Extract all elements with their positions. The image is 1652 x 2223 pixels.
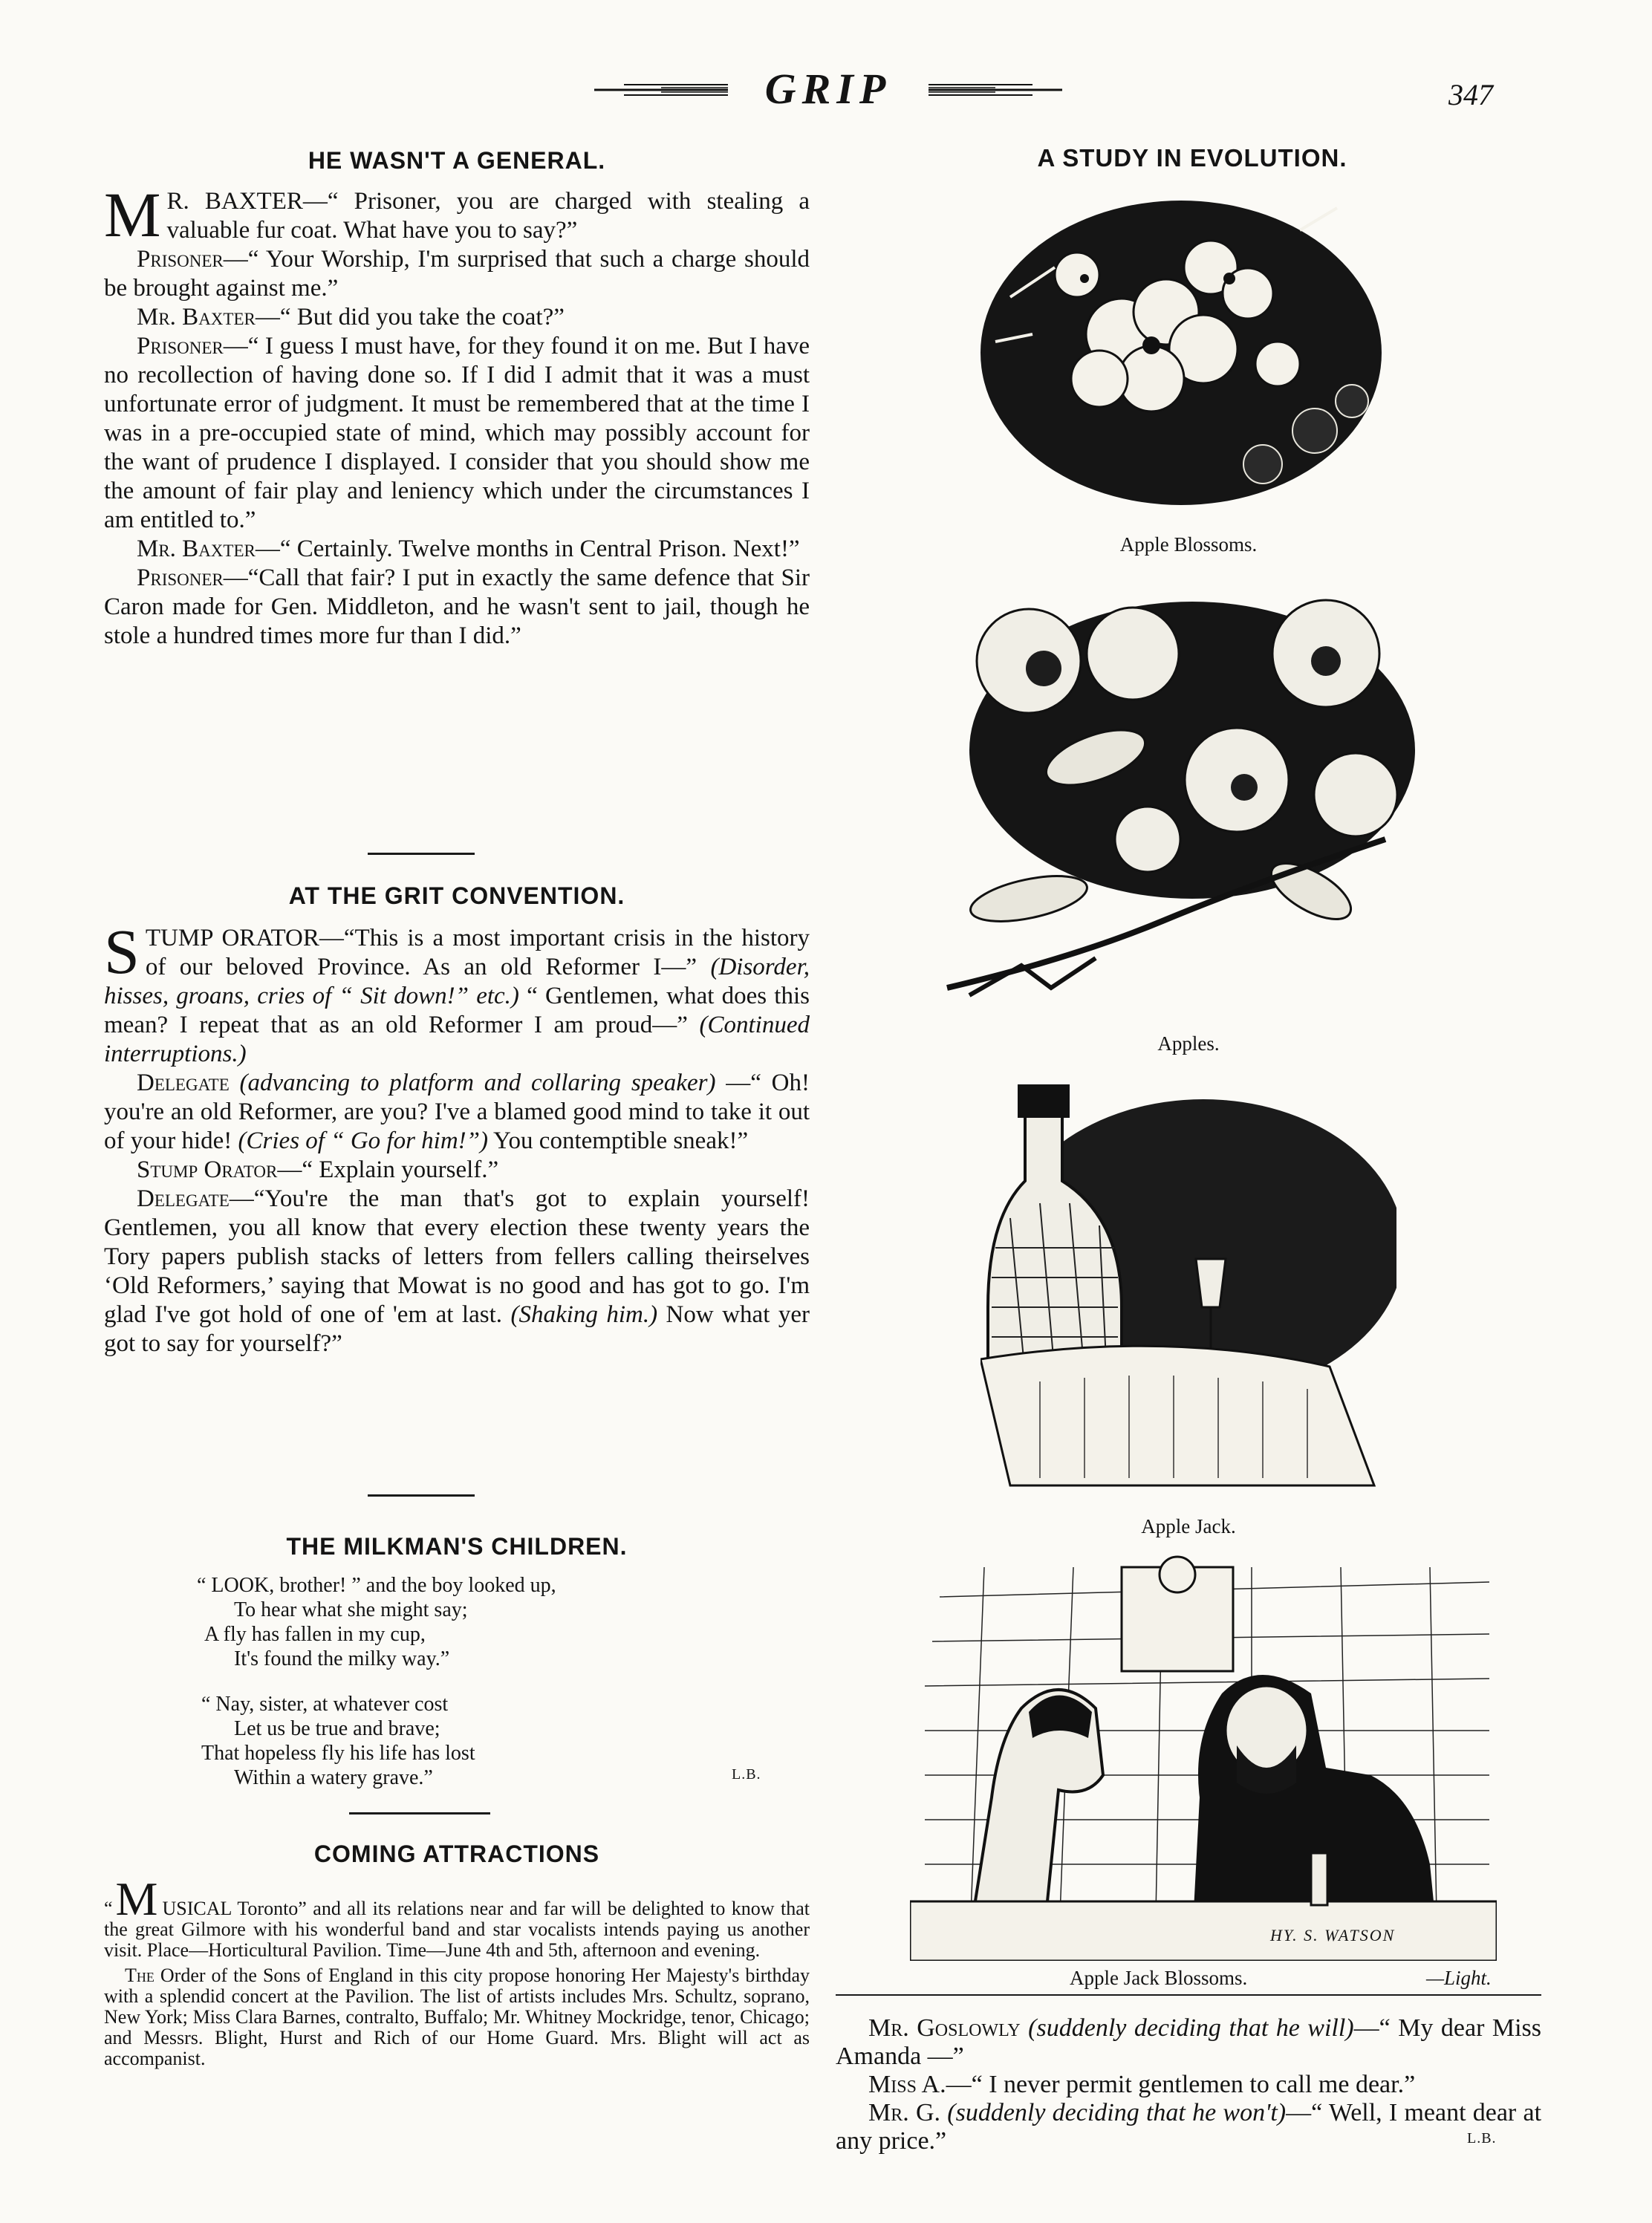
masthead-left-ornament	[594, 82, 728, 98]
author-signature: L.B.	[1467, 2130, 1497, 2146]
speaker-name: Mr. G.	[868, 2099, 941, 2126]
paragraph	[230, 1070, 240, 1096]
verse-line: Within a watery grave.”	[234, 1766, 433, 1789]
masthead-title: GRIP	[764, 65, 892, 113]
verse-line: “ Nay, sister, at whatever cost	[201, 1693, 449, 1716]
stage-direction: (Shaking him.)	[510, 1301, 658, 1328]
verse-line: Let us be true and brave;	[234, 1717, 440, 1740]
paragraph: —“ I guess I must have, for they found it on me. But I have no recollection of having done so. If I did I admit that it was a must unfortunate error of judgment. It must be remembered that at the time I was in a pre-occupied state of mind, which may possibly account for the want of prudence I displayed. I consider that you should show me the amount of fair play and leniency which under the circumstances I am entitled to.”	[104, 333, 810, 533]
verse-line: It's found the milky way.”	[234, 1647, 450, 1670]
joke-text	[836, 2014, 1541, 2155]
verse-line: A fly has fallen in my cup,	[204, 1623, 426, 1646]
apple-blossoms-illustration	[966, 186, 1396, 520]
paragraph: —“ Certainly. Twelve months in Central Prison. Next!”	[255, 536, 800, 562]
paragraph: —“ My dear Miss Amanda —”	[836, 2014, 1542, 2070]
paragraph: Now what yer got to say for yourself?”	[104, 1301, 810, 1357]
verse-line: To hear what she might say;	[234, 1598, 468, 1621]
paragraph: —“You're the man that's got to explain yourself! Gentlemen, you all know that every election these twenty years the Tory papers publish stacks of letters from fellers calling theirselves ‘Old Reformers,’ saying that Mowat is no good and has got to go. I'm glad I've got hold of one of 'em at last.	[104, 1185, 810, 1328]
paragraph: —“ Your Worship, I'm surprised that such a charge should be brought against me.”	[104, 246, 810, 302]
stage-direction: (Disorder, hisses, groans, cries of “ Sit down!” etc.)	[104, 954, 810, 1009]
stage-direction: (suddenly deciding that he won't)	[947, 2099, 1287, 2126]
paragraph: Order of the Sons of England in this city propose honoring Her Majesty's birthday with a splendid concert at the Pavilion. The list of artists includes Mrs. Schultz, soprano, New York; Miss Clara Barnes, contralto, Buffalo; Mr. Whitney Mockridge, tenor, Chicago; and Messrs. Blight, Hurst and Rich of our Home Guard. Mrs. Blight will act as accompanist.	[104, 1965, 810, 2069]
verse-line: “ LOOK, brother! ” and the boy looked up,	[197, 1574, 556, 1597]
section-heading: AT THE GRIT CONVENTION.	[288, 882, 625, 909]
article-he-wasnt-a-general	[104, 179, 810, 651]
section-divider	[349, 1812, 490, 1814]
paragraph: R. BAXTER—“ Prisoner, you are charged with stealing a valuable fur coat. What have you to say?”	[166, 188, 810, 244]
author-signature: L.B.	[732, 1766, 761, 1783]
speaker-name: Mr. Baxter	[137, 536, 256, 562]
stage-direction: (Continued interruptions.)	[104, 1012, 810, 1067]
artist-signature: HY. S. WATSON	[1270, 1926, 1396, 1944]
section-heading: COMING ATTRACTIONS	[313, 1840, 600, 1867]
masthead-right-ornament	[929, 82, 1062, 98]
section-heading: HE WASN'T A GENERAL.	[308, 147, 606, 174]
paragraph: USICAL Toronto” and all its relations near and far will be delighted to know that the great Gilmore with his wonderful band and star vocalists intends paying us another visit. Place—Horticultural Pavilion. Time—June 4th and 5th, afternoon and evening.	[104, 1898, 810, 1961]
apple-jack-blossoms-illustration	[910, 1552, 1497, 1961]
speaker-name: Mr. Baxter	[137, 304, 256, 331]
paragraph: —“ Well, I meant dear at any price.”	[836, 2099, 1542, 2155]
paragraph: —“ Explain yourself.”	[277, 1156, 499, 1183]
stage-direction: (suddenly deciding that he will)	[1028, 2014, 1354, 2042]
apple-jack-illustration	[981, 1084, 1396, 1500]
illustration-caption: Apples.	[1157, 1032, 1220, 1055]
drop-cap: M	[104, 179, 161, 250]
speaker-name: Mr. Goslowly	[868, 2014, 1021, 2042]
column-divider	[836, 1994, 1541, 1996]
illustration-caption: Apple Blossoms.	[1119, 533, 1258, 556]
section-divider	[368, 853, 475, 855]
paragraph: —“ Oh! you're an old Reformer, are you? I've a blamed good mind to take it out of your hide!	[104, 1070, 810, 1154]
open-quote: “	[104, 1898, 113, 1919]
speaker-name: Delegate	[137, 1070, 230, 1096]
section-heading: THE MILKMAN'S CHILDREN.	[286, 1533, 628, 1560]
paragraph: —“Call that fair? I put in exactly the same defence that Sir Caron made for Gen. Middleton, and he wasn't sent to jail, though he stole a hundred times more fur than I did.”	[104, 564, 810, 649]
paragraph: “ Gentlemen, what does this mean? I repeat that as an old Reformer I am proud—”	[104, 983, 810, 1038]
poem	[197, 1573, 791, 1790]
section-divider	[368, 1494, 475, 1497]
apples-illustration	[925, 572, 1445, 1018]
masthead	[594, 65, 1070, 113]
verse-line: That hopeless fly his life has lost	[201, 1742, 475, 1765]
speaker-name: Stump Orator	[137, 1156, 278, 1183]
illustration-caption: Apple Jack Blossoms.	[1070, 1967, 1248, 1989]
section-heading: A STUDY IN EVOLUTION.	[1037, 144, 1347, 172]
paragraph: —“ I never permit gentlemen to call me dear.”	[946, 2071, 1416, 2098]
drop-cap: S	[104, 916, 140, 987]
drop-cap: M	[115, 1872, 158, 1925]
stage-direction: (advancing to platform and collaring speaker)	[239, 1070, 716, 1096]
speaker-name: Delegate	[137, 1185, 230, 1212]
stage-direction: (Cries of “ Go for him!”)	[238, 1127, 488, 1154]
lead-word: The	[125, 1965, 155, 1986]
speaker-name: Miss A.	[868, 2071, 946, 2098]
article-grit-convention	[104, 916, 810, 1358]
illustration-caption: Apple Jack.	[1141, 1515, 1236, 1537]
speaker-name: Prisoner	[137, 564, 224, 591]
paragraph: TUMP ORATOR—“This is a most important crisis in the history of our beloved Province. As an old Reformer I—”	[145, 925, 810, 980]
article-coming-attractions	[104, 1872, 810, 2074]
paragraph: —“ But did you take the coat?”	[255, 304, 565, 331]
page-number: 347	[1448, 78, 1493, 111]
speaker-name: Prisoner	[137, 333, 224, 359]
paragraph: You contemptible sneak!”	[488, 1127, 749, 1154]
illustration-credit: —Light.	[1426, 1967, 1492, 1989]
speaker-name: Prisoner	[137, 246, 224, 273]
